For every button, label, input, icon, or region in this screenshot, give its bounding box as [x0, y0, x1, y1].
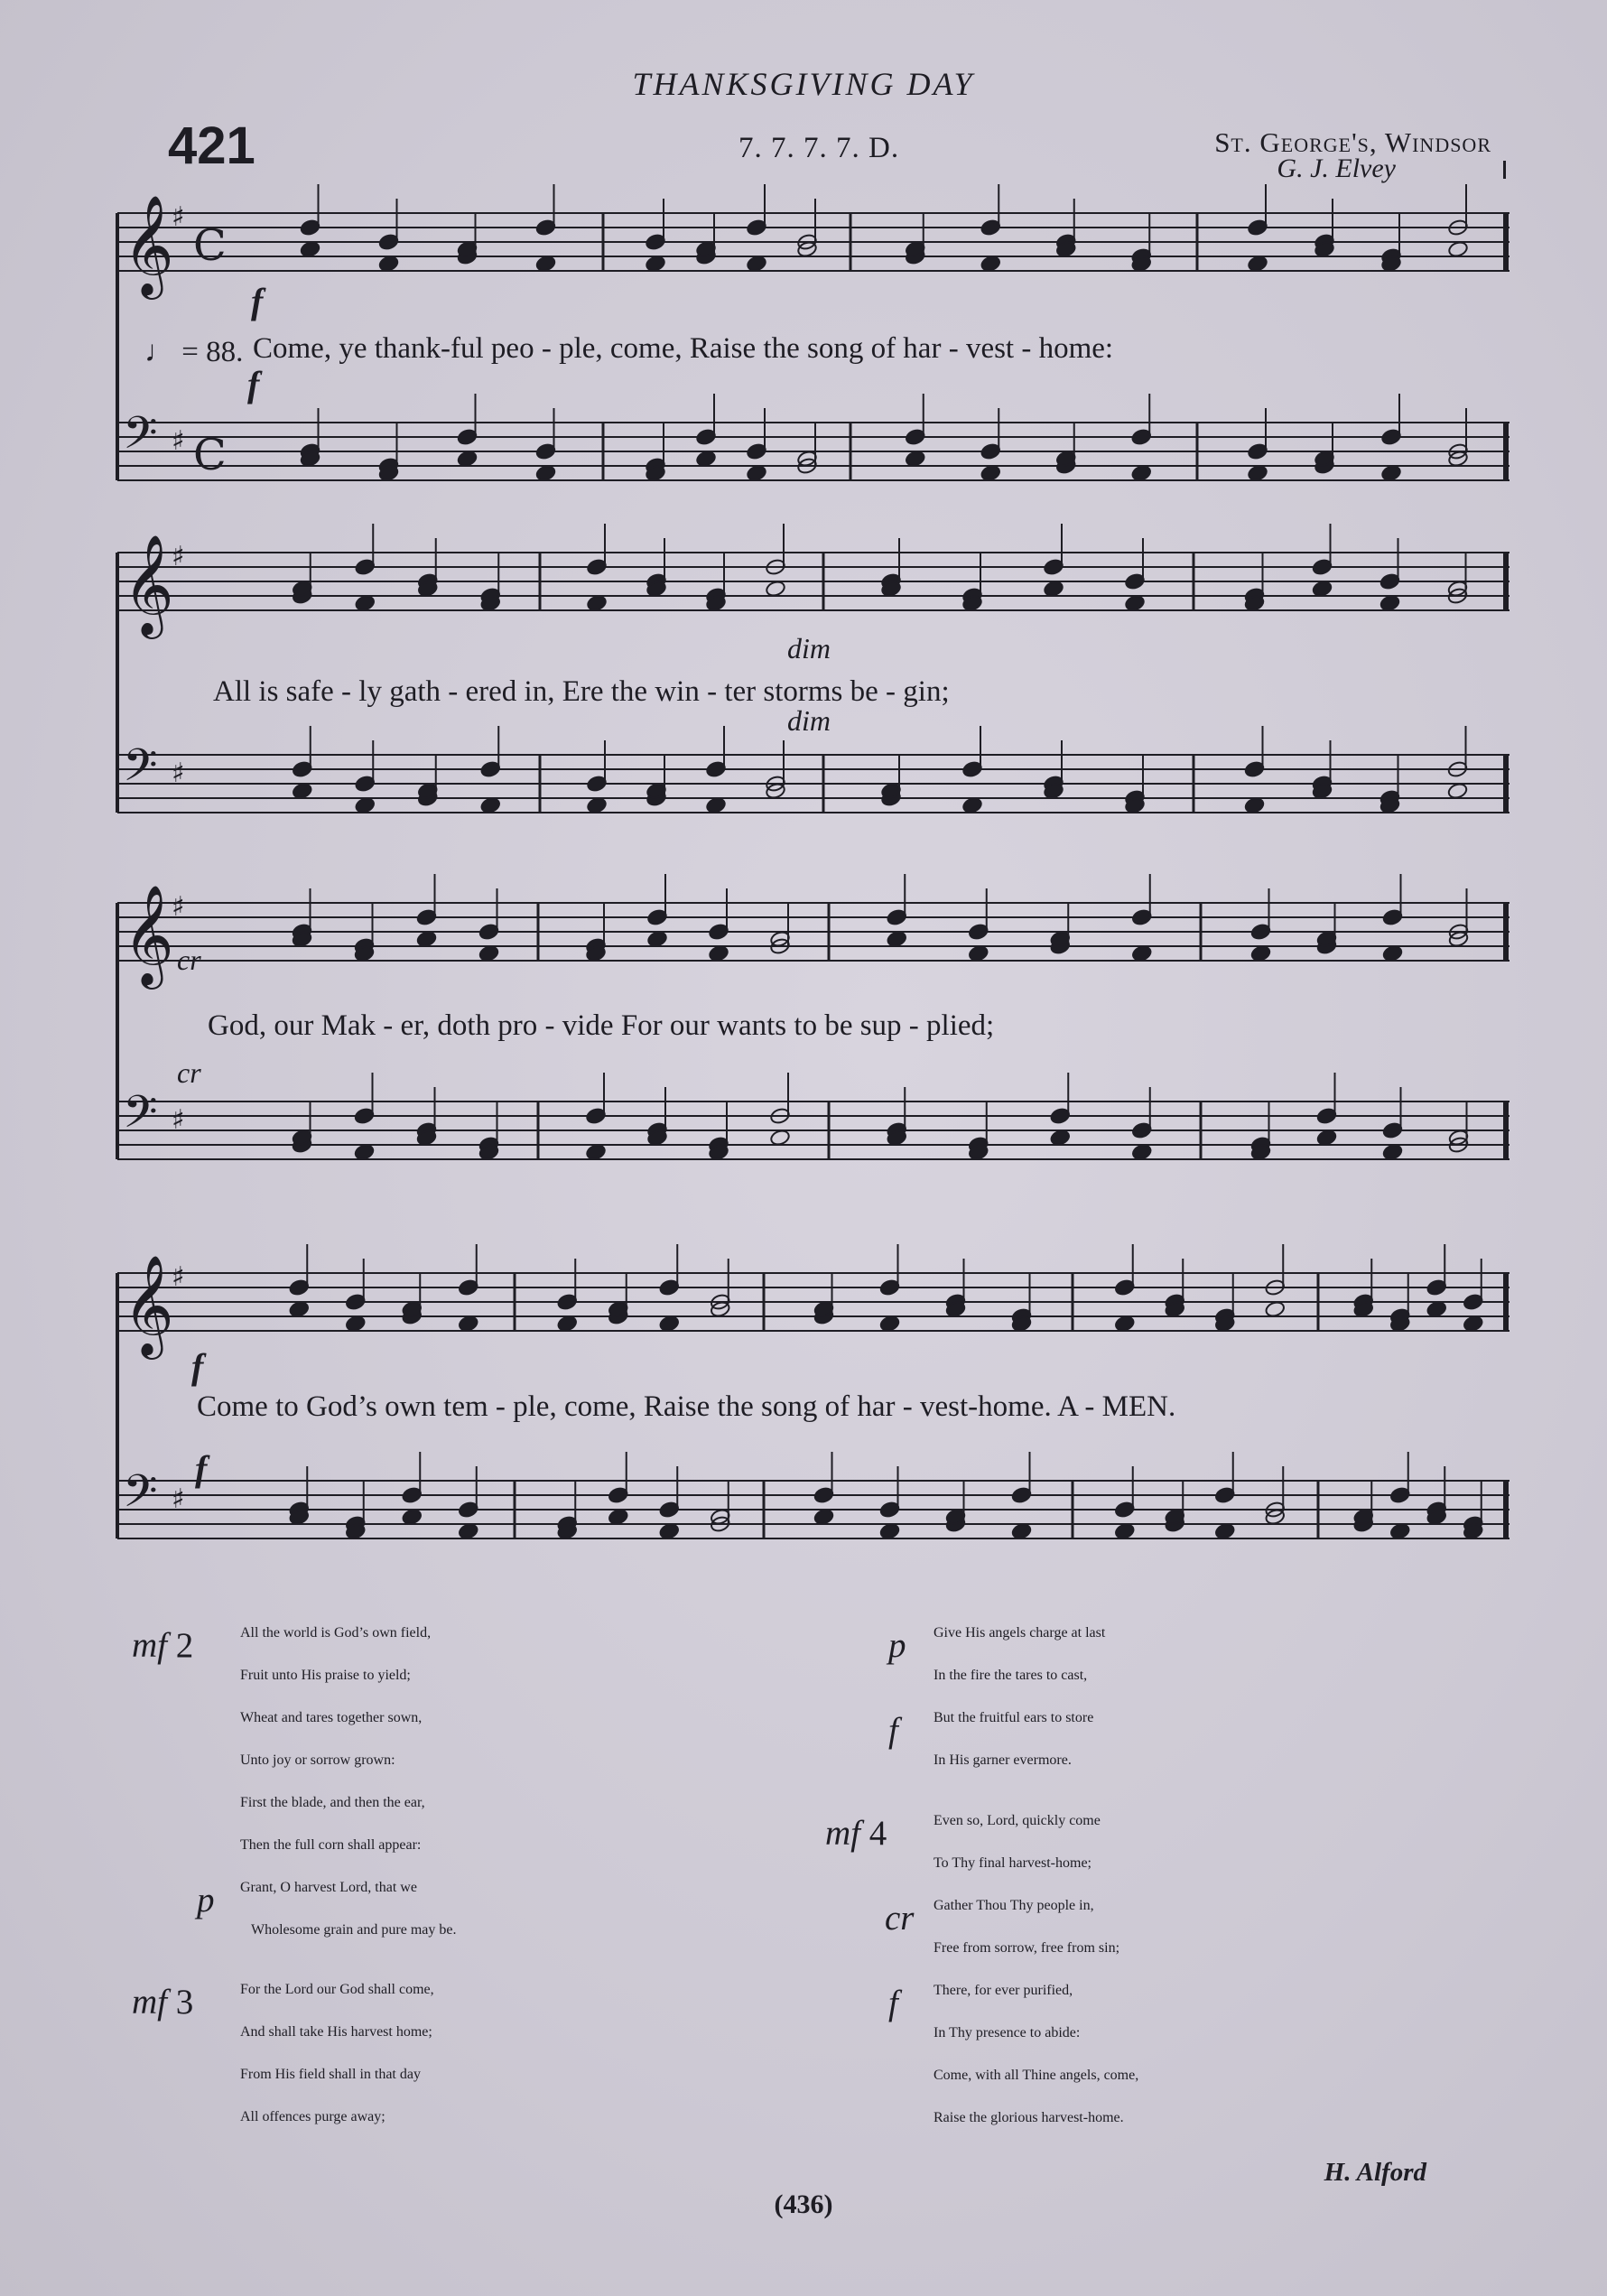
notehead [1447, 240, 1469, 258]
notehead [608, 1508, 629, 1526]
lyric-line-2: All is safe - ly gath - ered in, Ere the win - ter storms be - gin; [213, 675, 950, 708]
notehead [585, 1143, 607, 1161]
notehead [658, 1522, 680, 1540]
meter: 7. 7. 7. 7. D. [738, 132, 900, 164]
hymn-number: 421 [168, 116, 255, 175]
notehead [354, 796, 376, 814]
notehead [354, 1143, 376, 1161]
notehead [1114, 1522, 1136, 1540]
dynamic-s3-treble: cr [177, 943, 201, 976]
key-sharp-icon: ♯ [172, 758, 185, 789]
notehead [401, 1508, 423, 1526]
notehead [288, 1300, 310, 1318]
verse-line: All offences purge away; [240, 2109, 385, 2124]
verse-dynamic: f [888, 1984, 898, 2022]
dynamic-s1-treble: f [251, 281, 264, 321]
dynamic-s1-bass: f [247, 364, 260, 404]
notehead [1382, 944, 1404, 962]
notehead [705, 796, 727, 814]
notehead [968, 944, 989, 962]
verse-dynamic: f [888, 1711, 898, 1750]
notehead [1382, 1143, 1404, 1161]
notehead [1214, 1522, 1236, 1540]
clef-icon: 𝄢 [123, 407, 158, 470]
notehead [1247, 255, 1268, 273]
notehead [1247, 464, 1268, 482]
notehead [1264, 1300, 1286, 1318]
page-number: (436) [774, 2189, 833, 2219]
tune-name: St. George's, Windsor [1214, 126, 1491, 158]
verse-line: Gather Thou Thy people in, [934, 1898, 1094, 1913]
lyric-line-1: Come, ye thank-ful peo - ple, come, Raise the song of har - vest - home: [253, 332, 1114, 365]
notehead [1114, 1315, 1136, 1333]
notehead [746, 464, 767, 482]
notehead [1463, 1315, 1484, 1333]
notehead [458, 1315, 479, 1333]
verse-3-number: mf 3 [132, 1983, 194, 2022]
notehead [1131, 1143, 1153, 1161]
verse-line: To Thy final harvest-home; [934, 1855, 1091, 1871]
verse-line: Free from sorrow, free from sin; [934, 1940, 1120, 1956]
verse-line: In the fire the tares to cast, [934, 1668, 1088, 1683]
notehead [645, 255, 666, 273]
notehead [658, 1315, 680, 1333]
verse-line: First the blade, and then the ear, [240, 1795, 425, 1810]
notehead [1379, 594, 1401, 612]
key-sharp-icon: ♯ [172, 1104, 185, 1136]
notehead [813, 1508, 835, 1526]
time-signature-icon: C [193, 430, 227, 480]
composer: G. J. Elvey [1277, 153, 1396, 183]
tempo-mark: ♩ = 88. [144, 336, 244, 368]
verse-line: And shall take His harvest home; [240, 2024, 432, 2040]
verse-line: In His garner evermore. [934, 1752, 1072, 1768]
clef-icon: 𝄞 [123, 884, 174, 985]
verse-line: All the world is God’s own field, [240, 1625, 432, 1641]
notehead [1131, 944, 1153, 962]
notehead [1244, 796, 1266, 814]
verse-line: But the fruitful ears to store [934, 1710, 1094, 1725]
key-sharp-icon: ♯ [172, 1483, 185, 1515]
notehead [478, 944, 500, 962]
dynamic-s2-treble: dim [787, 632, 831, 665]
notehead [1130, 464, 1152, 482]
notehead [886, 930, 907, 948]
notehead [300, 240, 321, 258]
dynamic-s4-treble: f [191, 1346, 204, 1387]
clef-icon: 𝄢 [123, 739, 158, 803]
verse-4-number: mf 4 [825, 1814, 887, 1853]
verse-line: Unto joy or sorrow grown: [240, 1752, 395, 1768]
verse-dynamic: p [197, 1881, 215, 1920]
notehead [345, 1315, 367, 1333]
clef-icon: 𝄢 [123, 1086, 158, 1149]
key-sharp-icon: ♯ [172, 425, 185, 457]
notehead [416, 930, 438, 948]
notehead [1389, 1522, 1411, 1540]
clef-icon: 𝄞 [123, 194, 174, 295]
key-sharp-icon: ♯ [172, 541, 185, 572]
notehead [292, 782, 313, 800]
notehead [378, 255, 400, 273]
notehead [646, 930, 668, 948]
verse-2-number: mf 2 [132, 1626, 194, 1665]
notehead [980, 464, 1001, 482]
notehead [1426, 1300, 1447, 1318]
notehead [1011, 1522, 1033, 1540]
author-credit: H. Alford [1324, 2158, 1426, 2187]
notehead [746, 255, 767, 273]
notehead [695, 450, 717, 468]
notehead [1124, 594, 1146, 612]
notehead [586, 796, 608, 814]
dynamic-s3-bass: cr [177, 1056, 201, 1089]
verse-line: Then the full corn shall appear: [240, 1837, 422, 1853]
notehead [1043, 580, 1064, 598]
notehead [1049, 1129, 1071, 1147]
notehead [556, 1315, 578, 1333]
notehead [769, 1129, 791, 1147]
notehead [1312, 580, 1333, 598]
clef-icon: 𝄞 [123, 534, 174, 635]
clef-icon: 𝄞 [123, 1254, 174, 1355]
notehead [1316, 1129, 1338, 1147]
verse-line: Grant, O harvest Lord, that we [240, 1880, 417, 1895]
notehead [905, 450, 926, 468]
time-signature-icon: C [193, 220, 227, 271]
verse-line: Wheat and tares together sown, [240, 1710, 423, 1725]
key-sharp-icon: ♯ [172, 201, 185, 233]
key-sharp-icon: ♯ [172, 1261, 185, 1293]
verse-line: There, for ever purified, [934, 1983, 1073, 1998]
notehead [1250, 944, 1272, 962]
notehead [1447, 782, 1469, 800]
lyric-line-4: Come to God’s own tem - ple, come, Raise the song of har - vest-home. A - MEN. [197, 1390, 1176, 1423]
verse-line: Raise the glorious harvest-home. [934, 2110, 1124, 2125]
notehead [879, 1522, 901, 1540]
notehead [479, 796, 501, 814]
notehead [535, 255, 557, 273]
notehead [708, 944, 729, 962]
running-head: THANKSGIVING DAY [632, 66, 975, 102]
verse-line: Even so, Lord, quickly come [934, 1813, 1101, 1828]
notehead [961, 796, 983, 814]
clef-icon: 𝄢 [123, 1465, 158, 1529]
notehead [765, 580, 786, 598]
notehead [458, 1522, 479, 1540]
verse-dynamic: p [888, 1626, 906, 1665]
notehead [980, 255, 1001, 273]
verse-line: In Thy presence to abide: [934, 2025, 1081, 2040]
verse-line: Fruit unto His praise to yield; [240, 1668, 411, 1683]
notehead [1380, 464, 1402, 482]
notehead [354, 594, 376, 612]
notehead [457, 450, 478, 468]
verse-line: For the Lord our God shall come, [240, 1982, 434, 1997]
verse-line: From His field shall in that day [240, 2067, 421, 2082]
dynamic-s4-bass: f [195, 1448, 208, 1489]
dynamic-s2-bass: dim [787, 704, 831, 737]
notehead [879, 1315, 901, 1333]
verse-dynamic: cr [885, 1899, 915, 1938]
notehead [586, 594, 608, 612]
key-sharp-icon: ♯ [172, 891, 185, 923]
verse-line: Give His angels charge at last [934, 1625, 1106, 1641]
verse-line: Wholesome grain and pure may be. [251, 1922, 457, 1938]
verse-line: Come, with all Thine angels, come, [934, 2068, 1139, 2083]
lyric-line-3: God, our Mak - er, doth pro - vide For our wants to be sup - plied; [208, 1009, 995, 1042]
notehead [535, 464, 557, 482]
